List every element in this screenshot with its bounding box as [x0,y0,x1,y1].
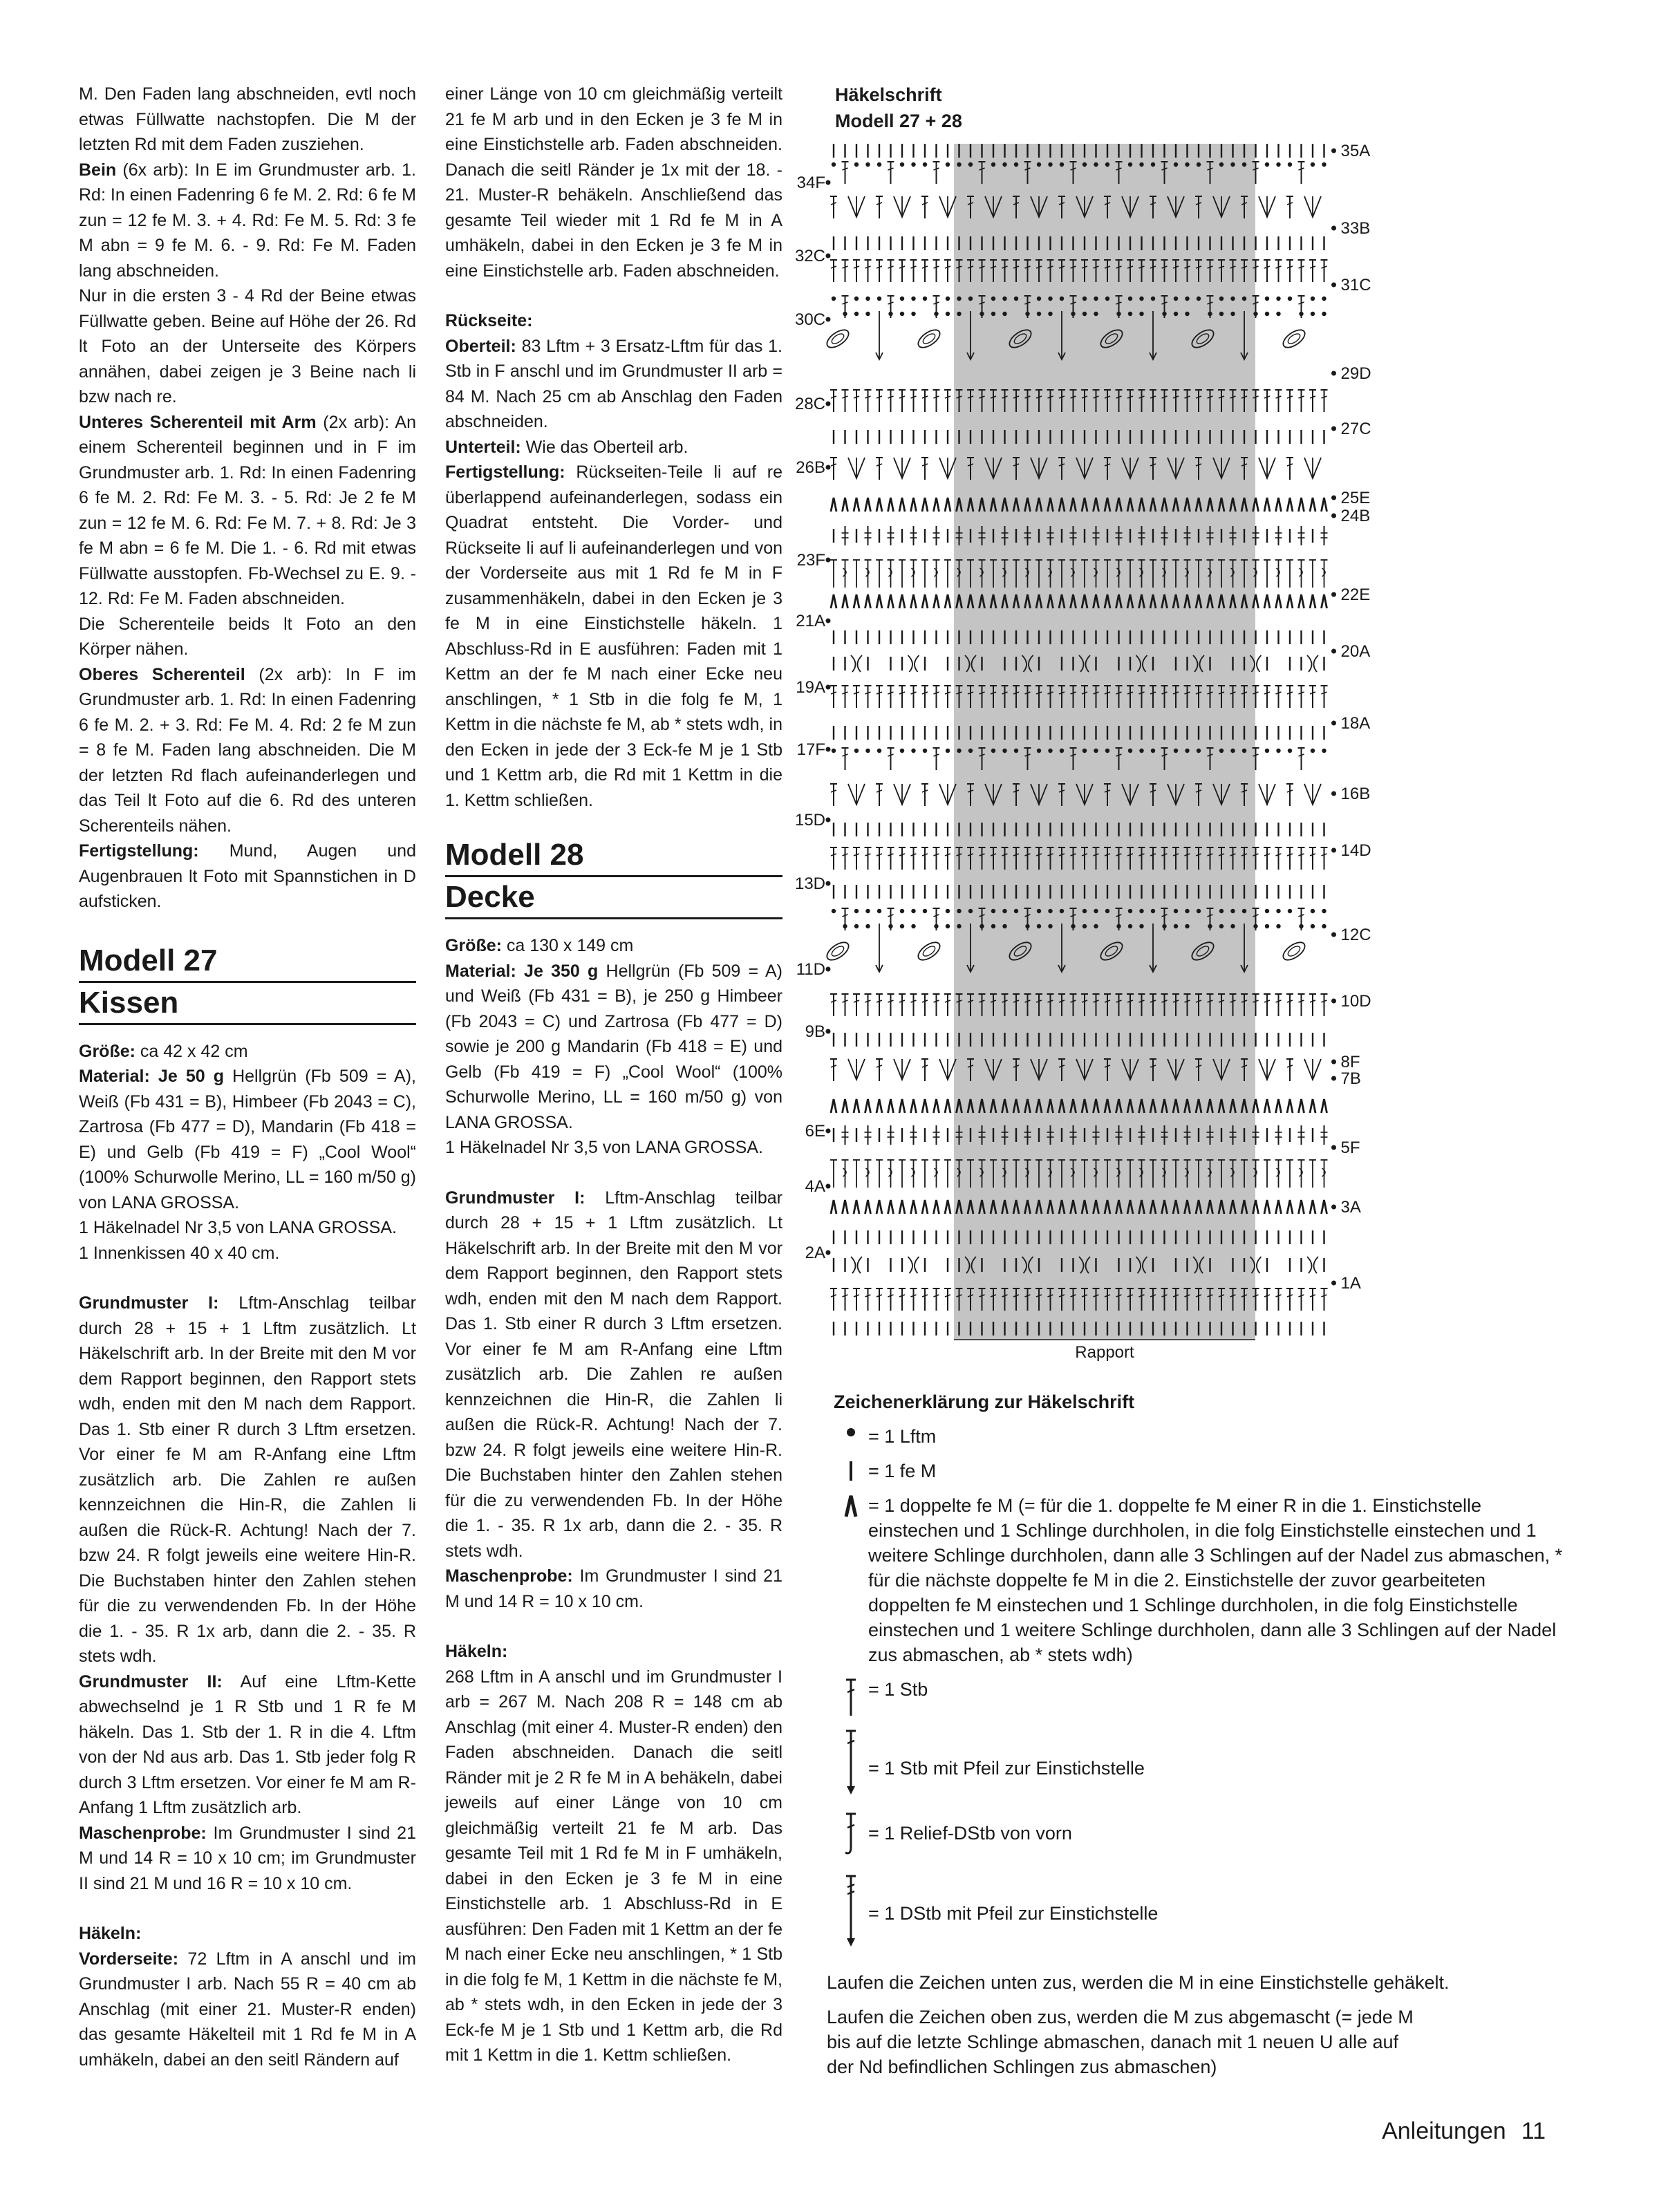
row-bullet [1331,427,1336,431]
row-label-left: 2A [805,1244,825,1262]
row-bullet [826,1250,831,1255]
row-label-left: 23F [796,551,825,570]
heading-haekeln: Häkeln: [445,1642,508,1661]
double-treble-arrow-icon [834,1873,868,1949]
row-label-right: 1A [1340,1274,1361,1293]
row-label-left: 34F [796,174,825,192]
paragraph: 1 Häkelnadel Nr 3,5 von LANA GROSSA. [79,1218,397,1237]
row-bullet [1331,721,1336,726]
rapport-label: Rapport [1075,1343,1134,1362]
text-column-middle [445,82,782,2068]
row-bullet [1331,1281,1336,1286]
row-bullet [1331,1060,1336,1065]
row-bullet [826,558,831,563]
paragraph-groesse: Größe: ca 130 x 149 cm [445,936,634,955]
paragraph-material: Material: Je 50 g Hellgrün (Fb 509 = A), Weiß (Fb 431 = B), Himbeer (Fb 2043 = C), Zartrosa (Fb 477 = D), Mandarin (Fb 418 = E) und Gelb (Fb 419 = F) „Cool Wool“ (100% Schurwolle Merino, LL = 160 m/50 g) von LANA GROSSA. [79,1067,416,1212]
paragraph-oberes: Oberes Scherenteil (2x arb): In F im Grundmuster arb. 1. Rd: In einen Fadenring 6 fe M. 2. + 3. Rd: Fe M. 4. Rd: 2 fe M zun = 8 fe M. Faden lang abschneiden. Die M der letzten Rd flach aufeinanderlegen und das Teil lt Foto auf die 6. Rd des unteren Scherenteils nähen. [79,664,416,836]
row-label-right: 25E [1340,489,1371,507]
row-label-left: 32C [794,247,825,265]
row-bullet [1331,1076,1336,1081]
row-bullet [826,881,831,886]
row-bullet [826,619,831,624]
paragraph-bein: Bein (6x arb): In E im Grundmuster arb. 1. Rd: In einen Fadenring 6 fe M. 2. Rd: 6 fe M zun = 12 fe M. 3. + 4. Rd: Fe M. 5. Rd: 3 fe M abn = 9 fe M. 6. - 9. Rd: Fe M. Faden lang abschneiden. [79,160,416,281]
chart-title: Häkelschrift Modell 27 + 28 [835,84,962,131]
paragraph: 1 Häkelnadel Nr 3,5 von LANA GROSSA. [445,1138,763,1157]
chain-dot-icon [834,1424,868,1438]
paragraph-gm2: Grundmuster II: Auf eine Lftm-Kette abwechselnd je 1 R Stb und 1 R fe M häkeln. Das 1. Stb der 1. R in die 4. Lftm von der Nd aus arb. Das 1. Stb jeder folg R durch 3 Lftm ersetzen. Vor einer fe M am R-Anfang 1 Lftm zusätzlich arb. [79,1671,416,1817]
legend-item [834,1424,1566,1449]
paragraph-unteres: Unteres Scherenteil mit Arm (2x arb): An einem Scherenteil beginnen und in F im Grundmuster arb. 1. Rd: In einen Fadenring 6 fe M. 2. Rd: Fe M. 3. - 5. Rd: Je 2 fe M zun = 12 fe M. 6. Rd: Fe M. 7. + 8. Rd: Je 3 fe M abn = 6 fe M. Die 1. - 6. Rd mit etwas Füllwatte ausstopfen. Fb-Wechsel zu E. 9. - 12. Rd: Fe M. Faden abschneiden. [79,412,416,608]
row-label-right: 24B [1340,507,1371,525]
footer-section: Anleitungen [1382,2118,1506,2144]
paragraph-fertig: Fertigstellung: Rückseiten-Teile li auf re überlappend aufeinanderlegen, sodass ein Quadrat entsteht. Die Vorder- und Rückseite li auf li aufeinanderlegen und von der Vorderseite aus mit 1 Rd fe M in F zusammenhäkeln, dabei in den Ecken je 3 fe M in eine Einstichstelle häkeln. 1 Abschluss-Rd in E ausführen: Faden mit 1 Kettm an der fe M nach einer Ecke neu anschlingen, * 1 Stb in die folg fe M, 1 Kettm in die nächste fe M, ab * stets wdh, in den Ecken in jede der 3 Eck-fe M je 1 Stb und 1 Kettm arb, die Rd mit 1 Kettm in die 1. Kettm schließen. [445,462,782,810]
row-bullet [1331,371,1336,376]
legend-item [834,1728,1566,1797]
row-bullet [1331,592,1336,597]
row-bullet [1331,999,1336,1004]
paragraph-gm1: Grundmuster I: Lftm-Anschlag teilbar durch 28 + 15 + 1 Lftm zusätzlich. Lt Häkelschrift arb. In der Breite mit den M vor dem Rapport beginnen, den Rapport stets wdh, enden mit den M nach dem Rapport. Das 1. Stb einer R durch 3 Lftm ersetzen. Vor einer fe M am R-Anfang eine Lftm zusätzlich arb. Die Zahlen re außen kennzeichnen die Hin-R, die Zahlen li außen die Rück-R. Achtung! Nach der 7. bzw 24. R folgt jeweils eine weitere Hin-R. Die Buchstaben hinter den Zahlen stehen für die zu verwendenden Fb. In der Höhe die 1. - 35. R 1x arb, dann die 2. - 35. R stets wdh. [445,1188,782,1561]
heading-haekeln: Häkeln: [79,1924,142,1943]
row-label-right: 3A [1340,1198,1361,1217]
row-bullet [826,254,831,259]
paragraph-vorderseite: Vorderseite: 72 Lftm in A anschl und im Grundmuster I arb. Nach 55 R = 40 cm ab Anschlag (mit einer 21. Muster-R enden) das gesamte Häkelteil mit 1 Rd fe M in A umhäkeln, dabei an den seitl Rändern auf [79,1949,416,2070]
legend-note: Laufen die Zeichen unten zus, werden die M in eine Einstichstelle gehäkelt. [827,1972,1450,1993]
row-label-right: 5F [1340,1138,1360,1157]
row-label-right: 31C [1340,276,1371,294]
row-bullet [1331,496,1336,500]
row-bullet [826,1029,831,1034]
legend [827,1389,1566,2079]
treble-icon [834,1677,868,1718]
row-bullet [1331,649,1336,654]
row-bullet [1331,932,1336,937]
paragraph-maschenprobe: Maschenprobe: Im Grundmuster I sind 21 M und 14 R = 10 x 10 cm. [445,1566,782,1611]
legend-text: = 1 doppelte fe M (= für die 1. doppelte fe M einer R in die 1. Einstichstelle einstechen und 1 Schlinge durchholen, in die folg Einstichstelle einstechen und 1 weitere Schlinge durchholen, dann alle 3 Schlingen auf der Nadel zus abmaschen, * für die nächste doppelte fe M in die 2. Einstichstelle der zuvor gearbeiteten doppelten fe M einstechen und 1 Schlinge durchholen, in die folg Einstichstelle einstechen und 1 weitere Schlinge durchholen, dann alle 3 Schlingen auf der Nadel zus abmaschen, ab * stets wdh) [868,1495,1563,1665]
row-label-right: 16B [1340,785,1371,803]
paragraph-maschenprobe: Maschenprobe: Im Grundmuster I sind 21 M und 14 R = 10 x 10 cm; im Grundmuster II sind 21 M und 16 R = 10 x 10 cm. [79,1823,416,1893]
treble-arrow-icon [834,1728,868,1797]
paragraph: 1 Innenkissen 40 x 40 cm. [79,1243,280,1263]
row-bullet [826,1184,831,1189]
legend-note: Laufen die Zeichen oben zus, werden die M zus abgemascht (= jede M bis auf die letzte Schlinge abmaschen, danach mit 1 neuen U alle auf der Nd befindlichen Schlingen zus abmaschen) [827,2007,1414,2077]
row-label-left: 13D [794,874,825,893]
legend-item [834,1493,1566,1667]
row-label-right: 35A [1340,142,1371,160]
row-bullet [1331,1205,1336,1210]
legend-text: = 1 fe M [868,1461,937,1481]
row-bullet [826,402,831,406]
row-label-right: 10D [1340,992,1371,1011]
row-label-left: 6E [805,1122,825,1141]
row-label-left: 26B [796,458,825,477]
row-bullet [826,465,831,470]
row-label-left: 11D [796,960,825,979]
model27-title: Modell 27 [79,941,416,983]
row-bullet [1331,848,1336,853]
row-label-left: 9B [805,1022,825,1041]
legend-text: = 1 Lftm [868,1426,937,1447]
paragraph-material: Material: Je 350 g Hellgrün (Fb 509 = A) und Weiß (Fb 431 = B), je 250 g Himbeer (Fb 2043 = C) und Zartrosa (Fb 477 = D) sowie je 200 g Mandarin (Fb 418 = E) und Gelb (Fb 419 = F) „Cool Wool“ (100% Schurwolle Merino, LL = 160 m/50 g) von LANA GROSSA. [445,961,782,1132]
row-label-right: 29D [1340,364,1371,383]
row-bullet [826,818,831,823]
legend-item [834,1459,1566,1483]
row-bullet [826,317,831,322]
page-number: 11 [1521,2118,1546,2144]
legend-text: = 1 Relief-DStb von vorn [868,1823,1072,1844]
legend-text: = 1 Stb [868,1679,928,1700]
row-label-left: 17F [796,740,825,759]
legend-heading: Zeichenerklärung zur Häkelschrift [834,1391,1135,1412]
paragraph-gm1: Grundmuster I: Lftm-Anschlag teilbar durch 28 + 15 + 1 Lftm zusätzlich. Lt Häkelschrift arb. In der Breite mit den M vor dem Rapport beginnen, den Rapport stets wdh, enden mit den M nach dem Rapport. Das 1. Stb einer R durch 3 Lftm ersetzen. Vor einer fe M am R-Anfang eine Lftm zusätzlich arb. Die Zahlen re außen kennzeichnen die Hin-R, die Zahlen li außen die Rück-R. Achtung! Nach der 7. bzw 24. R folgt jeweils eine weitere Hin-R. Die Buchstaben hinter den Zahlen stehen für die zu verwendenden Fb. In der Höhe die 1. - 35. R 1x arb, dann die 2. - 35. R stets wdh. [79,1293,416,1666]
row-label-right: 33B [1340,219,1371,238]
row-label-left: 15D [794,811,825,830]
row-label-left: 19A [796,678,825,697]
legend-item [834,1677,1566,1718]
text-column-left [79,82,416,2072]
row-bullet [826,747,831,752]
row-bullet [1331,283,1336,288]
page-footer [1382,2118,1546,2145]
row-bullet [826,180,831,185]
row-bullet [1331,514,1336,518]
row-label-left: 28C [794,395,825,413]
row-bullet [826,685,831,690]
row-bullet [1331,149,1336,153]
row-label-left: 30C [794,310,825,329]
row-label-right: 18A [1340,714,1371,733]
paragraph: M. Den Faden lang abschneiden, evtl noch etwas Füllwatte nachstopfen. Die M der letzten Rd mit dem Faden zusziehen. [79,84,416,154]
legend-item [834,1811,1566,1859]
row-label-right: 14D [1340,841,1371,860]
crochet-chart [794,138,1590,1369]
heading-rueckseite: Rückseite: [445,311,533,330]
model28-subtitle: Decke [445,877,782,919]
paragraph-groesse: Größe: ca 42 x 42 cm [79,1041,248,1061]
paragraph-haekeln: 268 Lftm in A anschl und im Grundmuster I arb = 267 M. Nach 208 R = 148 cm ab Anschlag (mit einer 4. Muster-R enden) den Faden abschneiden. Danach die seitl Ränder mit je 2 R fe M in A behäkeln, dabei jeweils auf einer Länge von 10 cm gleichmäßig verteilt 21 fe M arb. Das gesamte Teil mit 1 Rd fe M in F umhäkeln, dabei in den Ecken je 3 fe M in eine Einstichstelle arb. 1 Abschluss-Rd in E ausführen: Den Faden mit 1 Kettm an der fe M nach einer Ecke neu anschlingen, * 1 Stb in die folg fe M, 1 Kettm in die nächste fe M, ab * stets wdh, in den Ecken in jede der 3 Eck-fe M je 1 Stb und 1 Kettm arb, die Rd mit 1 Kettm in die 1. Kettm schließen. [445,1667,782,2065]
row-label-right: 27C [1340,420,1371,438]
row-label-right: 8F [1340,1053,1360,1071]
double-sc-decrease-icon [834,1493,868,1518]
row-bullet [1331,791,1336,796]
model28-title: Modell 28 [445,835,782,877]
row-label-right: 12C [1340,926,1371,944]
row-bullet [1331,226,1336,231]
paragraph-oberteil: Oberteil: 83 Lftm + 3 Ersatz-Lftm für das 1. Stb in F anschl und im Grundmuster II arb = 84 M. Nach 25 cm ab Anschlag den Faden abschneiden. [445,336,782,431]
paragraph: Die Scherenteile beids lt Foto an den Körper nähen. [79,614,416,659]
paragraph: einer Länge von 10 cm gleichmäßig verteilt 21 fe M arb und in den Ecken je 3 fe M in eine Einstichstelle arb. Faden abschneiden. Danach die seitl Ränder je 1x mit der 18. - 21. Muster-R behäkeln. Anschließend das gesamte Teil wieder mit 1 Rd fe M in A umhäkeln, dabei in den Ecken je 3 fe M in eine Einstichstelle arb. Faden abschneiden. [445,84,782,281]
model27-subtitle: Kissen [79,983,416,1025]
row-bullet [1331,1145,1336,1150]
row-bullet [826,1129,831,1134]
paragraph-fertig: Fertigstellung: Mund, Augen und Augenbrauen lt Foto mit Spannstichen in D aufsticken. [79,841,416,911]
row-label-left: 4A [805,1177,825,1196]
paragraph-unterteil: Unterteil: Wie das Oberteil arb. [445,437,688,457]
legend-text: = 1 Stb mit Pfeil zur Einstichstelle [868,1758,1145,1779]
row-label-left: 21A [796,612,825,630]
relief-treble-icon [834,1811,868,1859]
row-label-right: 20A [1340,642,1371,661]
single-crochet-icon [834,1459,868,1483]
row-bullet [826,967,831,972]
legend-text: = 1 DStb mit Pfeil zur Einstichstelle [868,1903,1159,1924]
paragraph: Nur in die ersten 3 - 4 Rd der Beine etwas Füllwatte geben. Beine auf Höhe der 26. Rd lt Foto an der Unterseite des Körpers annähen, dabei zeigen je 3 Beine nach li bzw nach re. [79,286,416,406]
row-label-right: 22E [1340,585,1371,604]
legend-item [834,1873,1566,1949]
row-label-right: 7B [1340,1069,1361,1088]
